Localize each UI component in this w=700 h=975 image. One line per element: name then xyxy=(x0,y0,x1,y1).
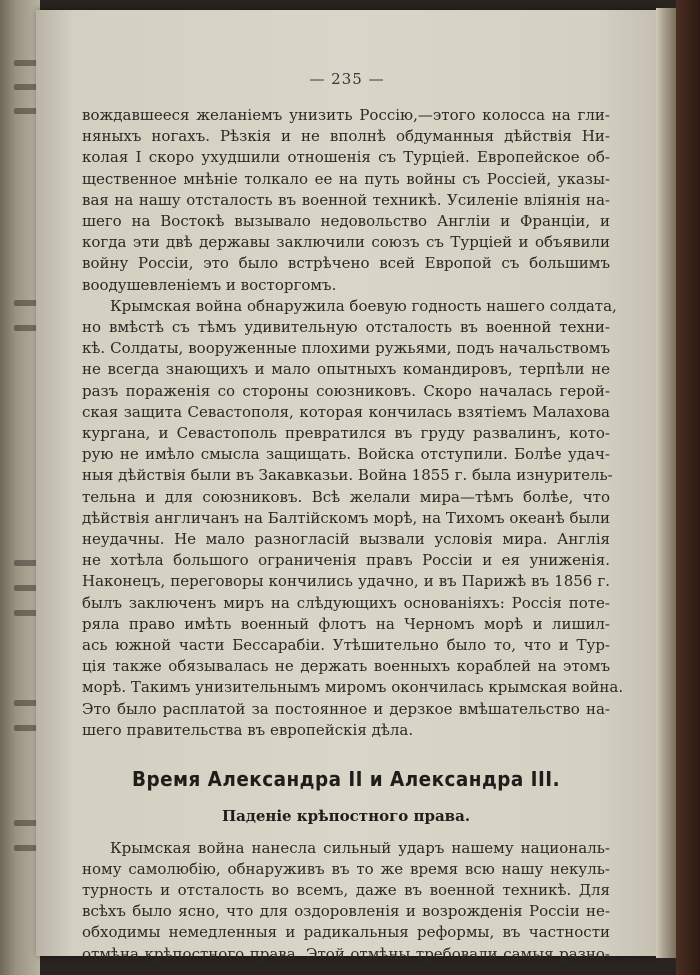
book-cover xyxy=(676,0,700,975)
text-line: турность и отсталость во всемъ, даже въ военной техникѣ. Для xyxy=(82,880,610,899)
text-line: разъ пораженія со стороны союзниковъ. Скоро началась герой- xyxy=(82,381,610,400)
paragraphs xyxy=(82,105,624,741)
text-line: ряла право имѣть военный флотъ на Черномъ морѣ и лишил- xyxy=(82,614,610,633)
text-line: войну Россіи, это было встрѣчено всей Европой съ большимъ xyxy=(82,254,610,273)
final-paragraph xyxy=(82,838,610,965)
text-line: шего правительства въ европейскія дѣла. xyxy=(82,720,414,739)
text-line: ному самолюбію, обнаруживъ въ то же время всю нашу некуль- xyxy=(82,859,610,878)
left-page-edge xyxy=(0,0,40,975)
page-stack-edge xyxy=(656,8,676,958)
text-line: кургана, и Севастополь превратился въ груду развалинъ, кото- xyxy=(82,424,610,443)
text-line: тельна и для союзниковъ. Всѣ желали мира—тѣмъ болѣе, что xyxy=(82,487,610,506)
text-line: неудачны. Не мало разногласій вызвали условія мира. Англія xyxy=(82,530,610,549)
text-line: морѣ. Такимъ унизительнымъ миромъ окончилась крымская война. xyxy=(82,678,624,697)
text-line: вая на нашу отсталость въ военной техникѣ. Усиленіе вліянія на- xyxy=(82,190,610,209)
text-line: ція также обязывалась не держать военныхъ кораблей на этомъ xyxy=(82,657,610,676)
text-line: Крымская война обнаружила боевую годность нашего солдата, xyxy=(110,296,617,315)
text-line: щественное мнѣніе толкало ее на путь войны съ Россіей, указы- xyxy=(82,169,610,188)
book-page xyxy=(36,10,658,963)
paragraph xyxy=(82,105,610,296)
text-line: шего на Востокѣ вызывало недовольство Англіи и Франціи, и xyxy=(82,212,610,231)
text-line: Наконецъ, переговоры кончились удачно, и въ Парижѣ въ 1856 г. xyxy=(82,572,610,591)
text-line: дѣйствія англичанъ на Балтійскомъ морѣ, на Тихомъ океанѣ были xyxy=(82,508,610,527)
text-line: Крымская война нанесла сильный ударъ нашему националь- xyxy=(110,838,610,857)
text-line: отмѣна крѣпостного права. Этой отмѣны требовали самыя разно- xyxy=(82,944,610,963)
text-line: обходимы немедленныя и радикальныя реформы, въ частности xyxy=(82,923,610,942)
text-line: ныя дѣйствія были въ Закавказьи. Война 1855 г. была изнуритель- xyxy=(82,466,613,485)
text-line: воодушевленіемъ и восторгомъ. xyxy=(82,275,337,294)
text-line: не хотѣла большого ограниченія правъ Россіи и ея униженія. xyxy=(82,551,610,570)
text-line: былъ заключенъ миръ на слѣдующихъ основаніяхъ: Россія поте- xyxy=(82,593,610,612)
text-line: ась южной части Бессарабіи. Утѣшительно было то, что и Тур- xyxy=(82,636,610,655)
paragraph xyxy=(82,296,624,741)
text-line: ская защита Севастополя, которая кончилась взятіемъ Малахова xyxy=(82,402,610,421)
text-line: но вмѣстѣ съ тѣмъ удивительную отсталость въ военной техни- xyxy=(82,318,610,337)
text-line: всѣхъ было ясно, что для оздоровленія и возрожденія Россіи не- xyxy=(82,902,610,921)
text-line: вождавшееся желаніемъ унизить Россію,—этого колосса на гли- xyxy=(82,106,610,124)
text-line: кѣ. Солдаты, вооруженные плохими ружьями, подъ начальствомъ xyxy=(82,339,610,358)
text-line: няныхъ ногахъ. Рѣзкія и не вполнѣ обдуманныя дѣйствія Ни- xyxy=(82,127,610,146)
text-line: когда эти двѣ державы заключили союзъ съ Турціей и объявили xyxy=(82,233,610,252)
text-line: Это было расплатой за постоянное и дерзкое вмѣшательство на- xyxy=(82,699,610,718)
section-subheading: Паденіе крѣпостного права. xyxy=(221,807,471,826)
page-body xyxy=(82,105,624,965)
page-number: — 235 — xyxy=(309,70,385,88)
text-line: не всегда знающихъ и мало опытныхъ командировъ, терпѣли не xyxy=(82,360,610,379)
text-line: колая I скоро ухудшили отношенія съ Турціей. Европейское об- xyxy=(82,148,610,167)
chapter-heading: Время Александра II и Александра III. xyxy=(131,767,561,792)
text-line: рую не имѣло смысла защищать. Войска отступили. Болѣе удач- xyxy=(82,445,610,464)
